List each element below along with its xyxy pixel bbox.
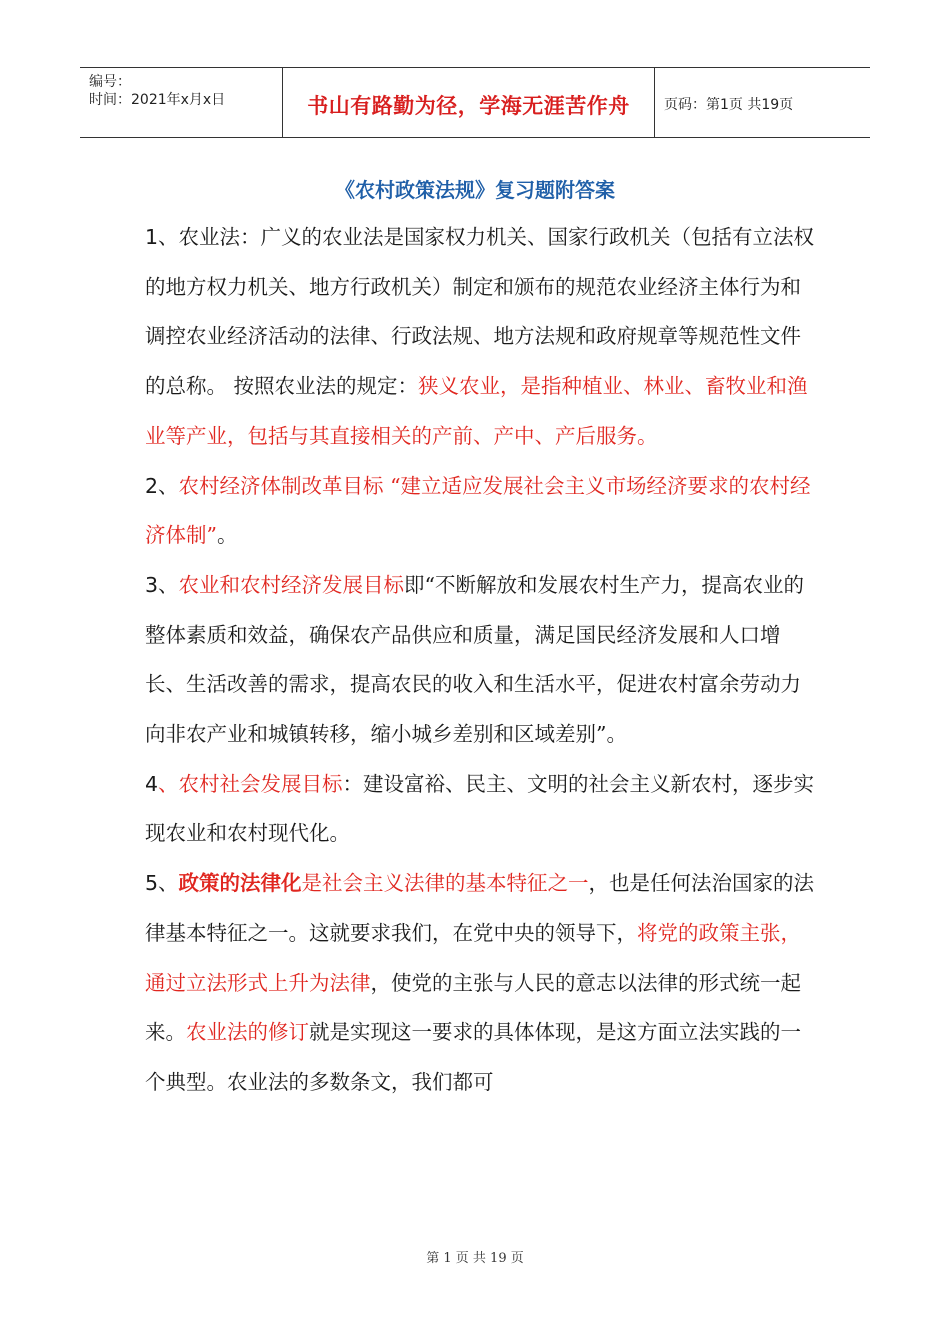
paragraph-4 <box>145 760 815 859</box>
document-body <box>145 213 815 1108</box>
highlighted-text: 、农村社会发展目标 <box>158 771 343 796</box>
highlighted-text: 农村经济体制改革目标 “建立适应发展社会主义市场经济要求的农村经济体制” <box>145 473 811 548</box>
paragraph-text: ：建设富裕、民主、文明的社会主义新农村，逐步实现农业和农村现代化。 <box>145 771 815 846</box>
item-number: 2 <box>145 473 159 498</box>
header-divider <box>654 68 655 137</box>
item-number: 3 <box>145 572 159 597</box>
separator: 、 <box>158 473 179 498</box>
highlighted-text: 是社会主义法律的基本特征之一 <box>301 871 589 896</box>
paragraph-text: 即“不断解放和发展农村生产力，提高农业的整体素质和效益，确保农产品供应和质量，满足国民经济发展和人口增长、生活改善的需求，提高农民的收入和生活水平，促进农村富余劳动力向非农产业和城镇转移，缩小城乡差别和区域差别”。 <box>145 572 805 747</box>
highlighted-text: 农业法的修订 <box>186 1020 309 1045</box>
header-motto: 书山有路勤为径，学海无涯苦作舟 <box>307 93 630 118</box>
paragraph-text: 。 <box>216 523 238 548</box>
highlighted-text: 狭义农业，是指种植业、林业、畜牧业和渔业等产业，包括与其直接相关的产前、产中、产后服务。 <box>145 374 808 448</box>
paragraph-2 <box>145 462 815 561</box>
header-left-cell <box>89 73 225 109</box>
highlighted-text: 农业和农村经济发展目标 <box>178 572 405 597</box>
separator: 、 <box>158 871 179 896</box>
paragraph-text: 就是实现这一要求的具体体现，是这方面立法实践的一个典型。农业法的多数条文，我们都可 <box>145 1020 801 1094</box>
separator: 、 <box>158 572 179 597</box>
page-footer: 第 1 页 共 19 页 <box>426 1251 524 1266</box>
highlighted-text: 将党的政策主张，通过立法形式上升为法律 <box>145 920 801 995</box>
paragraph-1 <box>145 213 815 462</box>
header-table <box>80 67 870 138</box>
paragraph-text: ，使党的主张与人民的意志以法律的形式统一起来。 <box>145 970 801 1045</box>
item-number: 5 <box>145 871 159 896</box>
number-label: 编号： <box>89 74 131 90</box>
paragraph-text: 、农业法：广义的农业法是国家权力机关、国家行政机关（包括有立法权的地方权力机关、地方行政机关）制定和颁布的规范农业经济主体行为和调控农业经济活动的法律、行政法规、地方法规和政府规章等规范性文件的总称。 按照农业法的规定： <box>145 225 815 399</box>
paragraph-text: ，也是任何法治国家的法律基本特征之一。这就要求我们，在党中央的领导下， <box>145 871 815 945</box>
paragraph-3 <box>145 561 815 760</box>
item-number: 1 <box>145 225 159 249</box>
item-number: 4 <box>145 771 159 796</box>
paragraph-5 <box>145 859 815 1108</box>
header-page-info: 页码：第1页 共19页 <box>664 97 794 113</box>
time-label: 时间：2021年x月x日 <box>89 92 226 108</box>
highlighted-bold-text: 政策的法律化 <box>178 871 302 896</box>
document-title: 《农村政策法规》复习题附答案 <box>335 178 615 202</box>
